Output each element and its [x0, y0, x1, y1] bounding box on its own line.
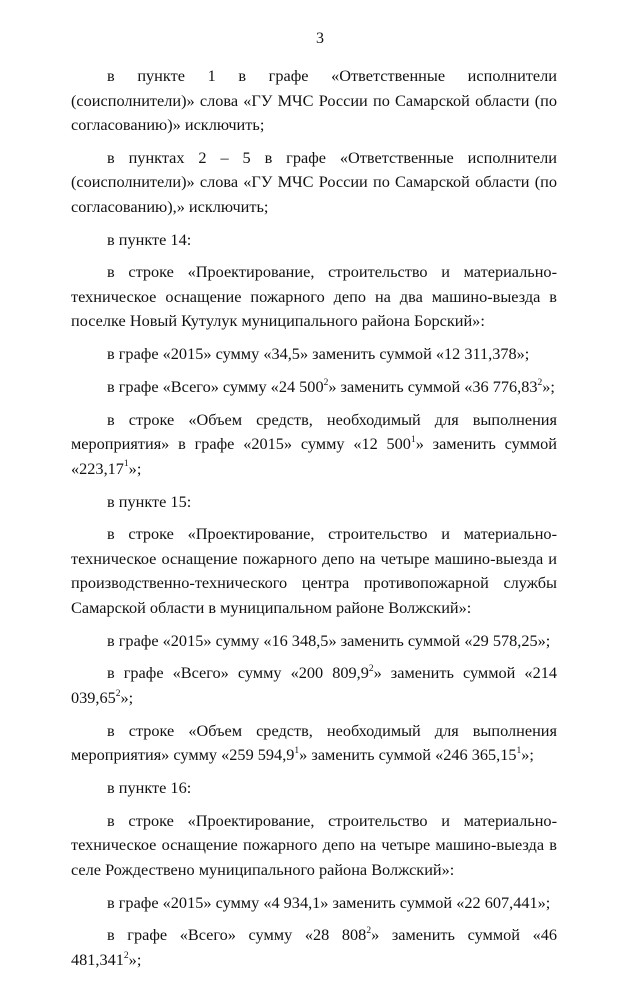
paragraph	[71, 342, 557, 367]
text-run: в графе «Всего» сумму «200 809,9	[107, 663, 369, 683]
paragraph	[71, 228, 557, 253]
paragraph	[71, 146, 557, 220]
footnote-mark: 2	[366, 926, 372, 937]
text-run: в строке «Объем средств, необходимый для выполнения мероприятия» сумму «259 594,9	[71, 720, 557, 765]
footnote-mark: 2	[368, 664, 374, 675]
paragraph	[71, 408, 557, 482]
text-run: » заменить суммой «214 039,65	[71, 663, 557, 707]
text-run: »;	[542, 376, 555, 396]
text-run: в строке «Проектирование, строительство и материально-техническое оснащение пожарного депо на два машино-выезда в поселке Новый Кутулук муниципального района Борский»:	[71, 262, 557, 331]
document-body	[71, 64, 557, 981]
text-run: в пункте 15:	[107, 491, 192, 511]
text-run: в пункте 16:	[107, 778, 192, 798]
paragraph	[71, 923, 557, 972]
text-run: в графе «Всего» сумму «28 808	[107, 925, 367, 945]
paragraph	[71, 719, 557, 768]
text-run: в пункте 14:	[107, 229, 192, 249]
footnote-mark: 1	[123, 459, 129, 470]
text-run: в графе «2015» сумму «4 934,1» заменить суммой «22 607,441»;	[107, 892, 551, 912]
text-run: »;	[521, 745, 534, 765]
paragraph	[71, 776, 557, 801]
text-run: »;	[120, 687, 134, 707]
footnote-mark: 1	[294, 745, 300, 756]
text-run: в графе «Всего» сумму «24 500	[107, 376, 324, 396]
text-run: » заменить суммой «36 776,83	[328, 376, 538, 396]
footnote-mark: 1	[410, 434, 416, 445]
text-run: в графе «2015» сумму «34,5» заменить суммой «12 311,378»;	[107, 344, 530, 364]
text-run: » заменить суммой «223,17	[71, 434, 557, 478]
paragraph	[71, 260, 557, 334]
footnote-mark: 2	[123, 950, 129, 961]
text-run: в пункте 1 в графе «Ответственные исполнители (соисполнители)» слова «ГУ МЧС России по Самарской области (по согласованию)» исключить;	[71, 66, 557, 134]
text-run: »;	[128, 949, 142, 969]
text-run: »;	[128, 458, 142, 478]
text-run: в строке «Проектирование, строительство и материально-техническое оснащение пожарного депо на четыре машино-выезда и производственно-технического центра противопожарной службы Самарской области в муниципальном районе Волжский»:	[71, 524, 557, 617]
footnote-mark: 1	[516, 745, 522, 756]
text-run: в пунктах 2 – 5 в графе «Ответственные исполнители (соисполнители)» слова «ГУ МЧС России по Самарской области (по согласованию),» исключить;	[71, 147, 557, 216]
paragraph	[71, 490, 557, 515]
paragraph	[71, 64, 557, 138]
paragraph	[71, 375, 557, 400]
paragraph	[71, 891, 557, 916]
text-run: в строке «Проектирование, строительство и материально-техническое оснащение пожарного депо на четыре машино-выезда в селе Рождествено муниципального района Волжский»:	[71, 810, 557, 879]
paragraph	[71, 629, 557, 654]
text-run: в графе «2015» сумму «16 348,5» заменить суммой «29 578,25»;	[107, 630, 551, 650]
footnote-mark: 2	[537, 377, 543, 388]
page-number: 3	[316, 30, 324, 47]
text-run: » заменить суммой «46 481,341	[71, 925, 558, 969]
text-run: » заменить суммой «246 365,15	[299, 745, 517, 765]
paragraph	[71, 809, 557, 883]
footnote-mark: 2	[323, 377, 329, 388]
text-run: в строке «Объем средств, необходимый для выполнения мероприятия» в графе «2015» сумму «12 500	[71, 409, 557, 454]
paragraph	[71, 522, 557, 620]
paragraph	[71, 661, 557, 710]
footnote-mark: 2	[115, 688, 121, 699]
